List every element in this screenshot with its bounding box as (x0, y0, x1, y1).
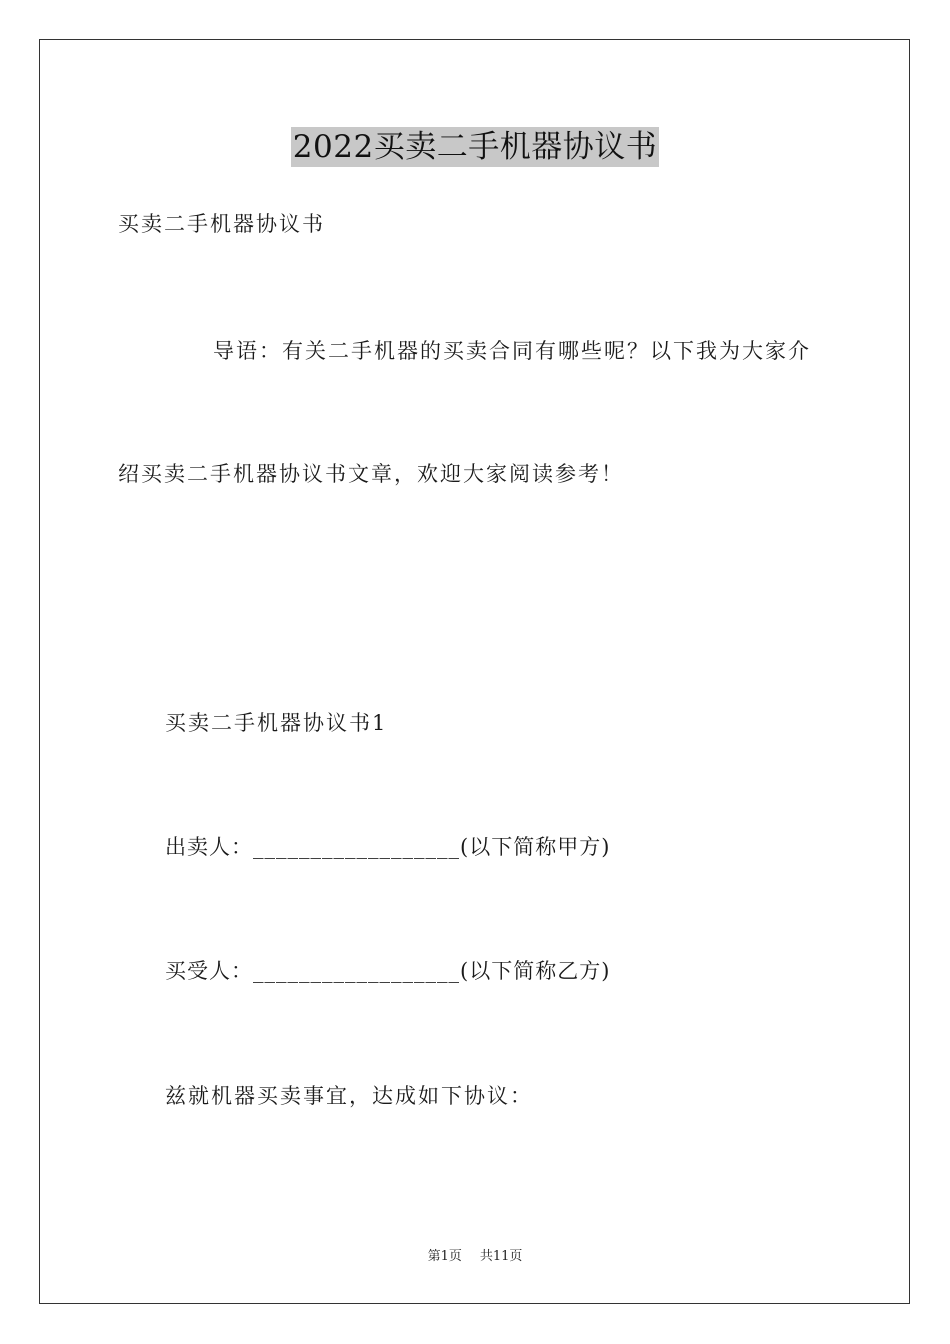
agreement-intro: 兹就机器买卖事宜，达成如下协议： (165, 1084, 533, 1108)
document-title: 2022买卖二手机器协议书 (292, 129, 658, 165)
seller-line: 出卖人：__________________(以下简称甲方) (165, 835, 611, 859)
page-footer (0, 1248, 950, 1266)
buyer-line: 买受人：__________________(以下简称乙方) (165, 959, 611, 983)
title-container (0, 127, 950, 167)
intro-paragraph-line-1: 导语：有关二手机器的买卖合同有哪些呢？以下我为大家介 (213, 339, 811, 363)
page-number-current: 第1页 (427, 1249, 462, 1264)
document-subtitle: 买卖二手机器协议书 (118, 212, 325, 236)
section-heading: 买卖二手机器协议书1 (165, 711, 388, 735)
page-number-total: 共11页 (479, 1249, 523, 1264)
intro-paragraph-line-2: 绍买卖二手机器协议书文章，欢迎大家阅读参考！ (118, 462, 624, 486)
